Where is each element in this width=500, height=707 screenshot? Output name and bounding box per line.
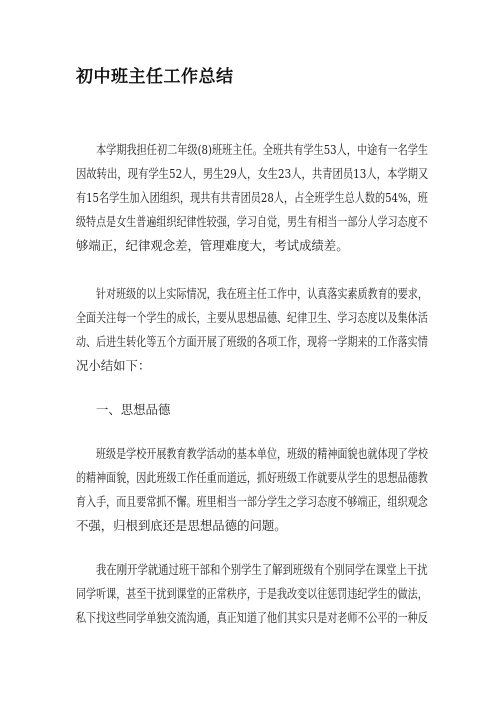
- paragraph-line: 针对班级的以上实际情况，我在班主任工作中，认真落实素质教育的要求，: [96, 286, 428, 301]
- paragraph-line: 况小结如下：: [76, 358, 151, 373]
- paragraph-line: 我在刚开学就通过班干部和个别学生了解到班级有个别同学在课堂上干扰: [96, 562, 428, 577]
- section-heading: 一、思想品德: [96, 402, 171, 417]
- paragraph-line: 的精神面貌，因此班级工作任重而道远，抓好班级工作就要从学生的思想品德教: [76, 470, 428, 485]
- paragraph-line: 级特点是女生普遍组织纪律性较强，学习自觉，男生有相当一部分人学习态度不: [76, 214, 428, 229]
- paragraph-line: 因故转出，现有学生52人，男生29人，女生23人，共青团员13人，本学期又: [76, 166, 429, 181]
- paragraph-line: 同学听课，甚至干扰到课堂的正常秩序，于是我改变以往惩罚违纪学生的做法，: [76, 586, 428, 601]
- paragraph-line: 不强，归根到底还是思想品德的问题。: [76, 518, 287, 533]
- document-title: 初中班主任工作总结: [76, 67, 234, 87]
- paragraph-line: 私下找这些同学单独交流沟通，真正知道了他们其实只是对老师不公平的一种反: [76, 610, 428, 625]
- paragraph-line: 全面关注每一个学生的成长，主要从思想品德、纪律卫生、学习态度以及集体活: [76, 310, 428, 325]
- paragraph-line: 动、后进生转化等五个方面开展了班级的各项工作，现将一学期来的工作落实情: [76, 334, 428, 349]
- paragraph-line: 够端正，纪律观念差，管理难度大，考试成绩差。: [76, 238, 349, 253]
- paragraph-line: 班级是学校开展教育教学活动的基本单位，班级的精神面貌也就体现了学校: [96, 446, 428, 461]
- paragraph-line: 育入手，而且要常抓不懈。班里相当一部分学生之学习态度不够端正，组织观念: [76, 494, 428, 509]
- paragraph-line: 本学期我担任初二年级(8)班班主任。全班共有学生53人，中途有一名学生: [96, 142, 429, 157]
- paragraph-line: 有15名学生加入团组织，现共有共青团员28人，占全班学生总人数的54%，班: [76, 190, 428, 205]
